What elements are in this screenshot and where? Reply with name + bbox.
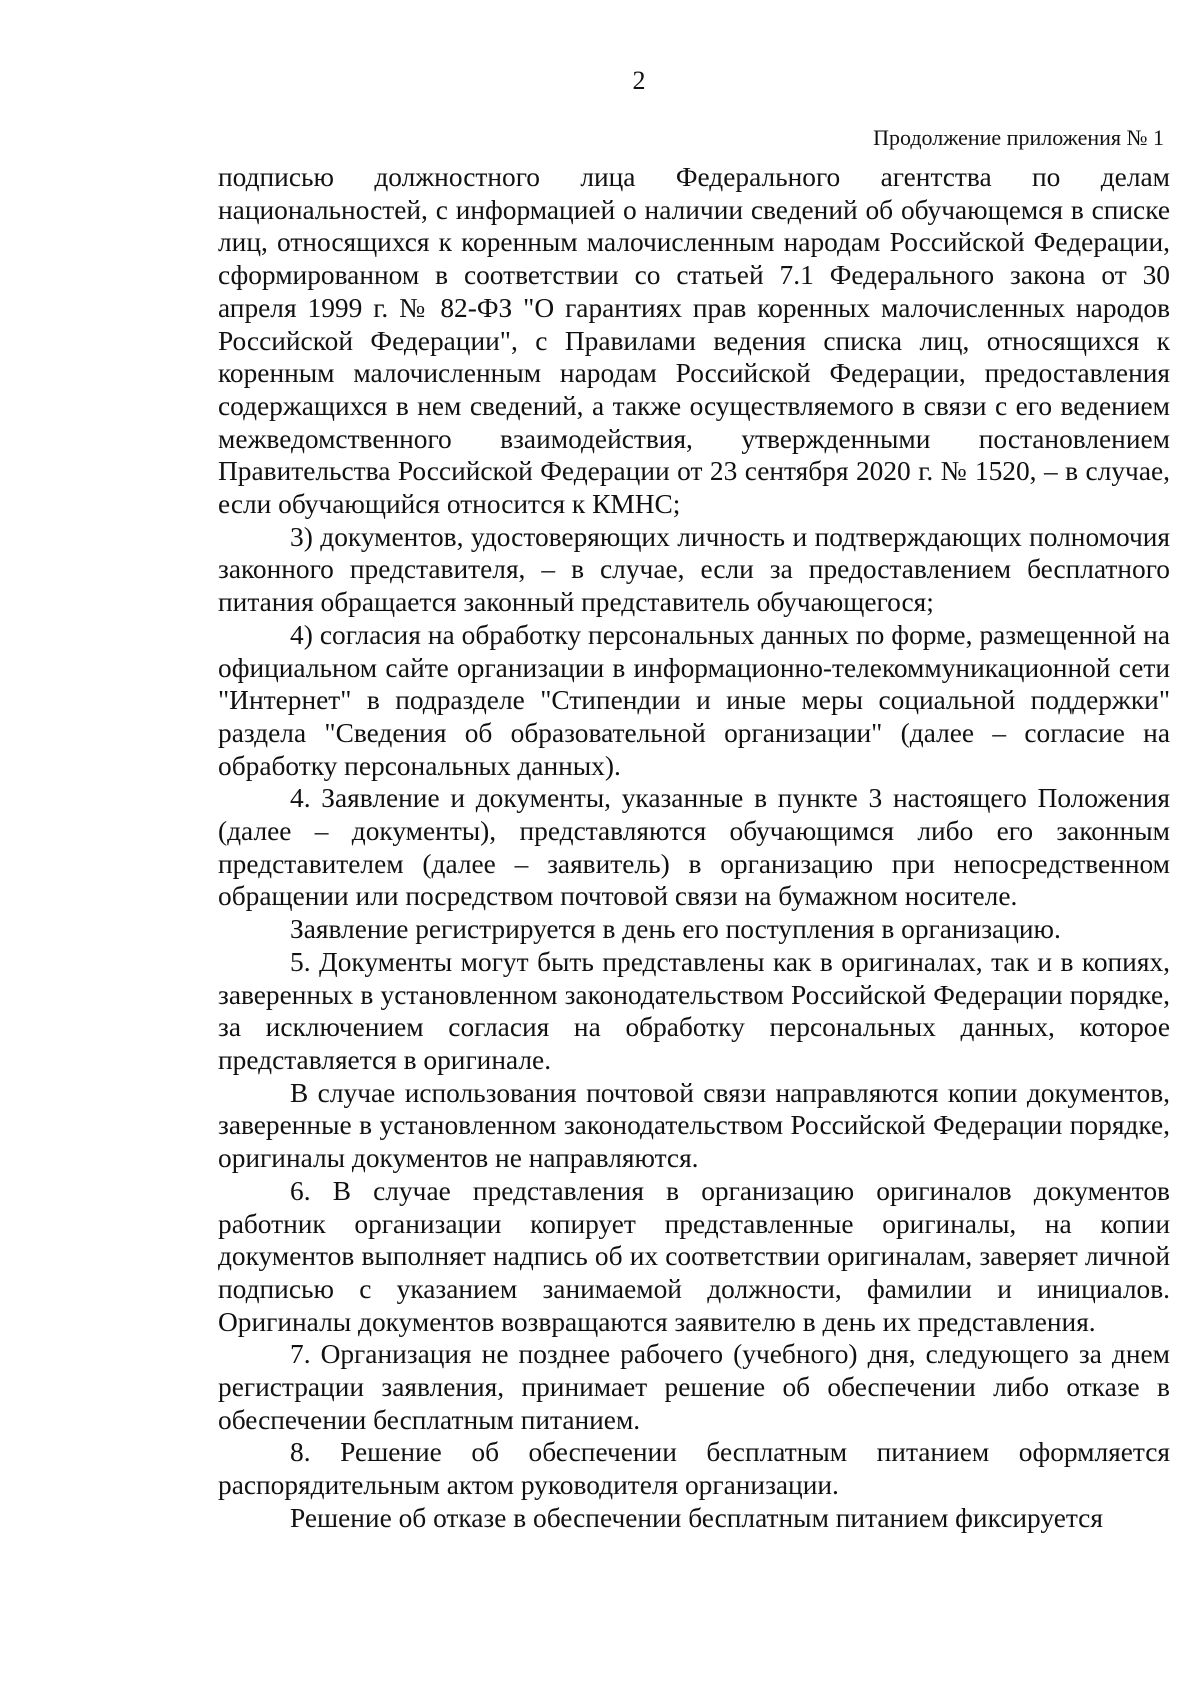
paragraph-postal: В случае использования почтовой связи направляются копии документов, заверенные в установленном законодательством Российской Федерации порядке, оригиналы документов не направляются.	[218, 1077, 1170, 1174]
paragraph-clause-6: 6. В случае представления в организацию оригиналов документов работник организации копирует представленные оригиналы, на копии документов выполняет надпись об их соответствии оригиналам, заверяет личной подписью с указанием занимаемой должности, фамилии и инициалов. Оригиналы документов возвращаются заявителю в день их представления.	[218, 1175, 1170, 1337]
paragraph-clause-8: 8. Решение об обеспечении бесплатным питанием оформляется распорядительным актом руководителя организации.	[218, 1437, 1170, 1501]
paragraph-item-4: 4) согласия на обработку персональных данных по форме, размещенной на официальном сайте организации в информационно-телекоммуникационной сети "Интернет" в подразделе "Стипендии и иные меры социальной поддержки" раздела "Сведения об образовательной организации" (далее – согласие на обработку персональных данных).	[218, 619, 1170, 781]
paragraph-clause-4: 4. Заявление и документы, указанные в пункте 3 настоящего Положения (далее – документы), представляются обучающимся либо его законным представителем (далее – заявитель) в организацию при непосредственном обращении или посредством почтовой связи на бумажном носителе.	[218, 783, 1170, 912]
paragraph-item-3: 3) документов, удостоверяющих личность и подтверждающих полномочия законного представителя, – в случае, если за предоставлением бесплатного питания обращается законный представитель обучающегося;	[218, 521, 1170, 618]
appendix-continuation-note: Продолжение приложения № 1	[873, 125, 1164, 150]
paragraph-refusal: Решение об отказе в обеспечении бесплатным питанием фиксируется	[290, 1502, 1103, 1533]
document-body	[218, 161, 1170, 1535]
paragraph-continuation: подписью должностного лица Федерального агентства по делам национальностей, с информацией о наличии сведений об обучающемся в списке лиц, относящихся к коренным малочисленным народам Российской Федерации, сформированном в соответствии со статьей 7.1 Федерального закона от 30 апреля 1999 г. № 82-ФЗ "О гарантиях прав коренных малочисленных народов Российской Федерации", с Правилами ведения списка лиц, относящихся к коренным малочисленным народам Российской Федерации, предоставления содержащихся в нем сведений, а также осуществляемого в связи с его ведением межведомственного взаимодействия, утвержденными постановлением Правительства Российской Федерации от 23 сентября 2020 г. № 1520, – в случае, если обучающийся относится к КМНС;	[218, 162, 1170, 520]
paragraph-clause-5: 5. Документы могут быть представлены как в оригиналах, так и в копиях, заверенных в установленном законодательством Российской Федерации порядке, за исключением согласия на обработку персональных данных, которое представляется в оригинале.	[218, 946, 1170, 1075]
paragraph-clause-7: 7. Организация не позднее рабочего (учебного) дня, следующего за днем регистрации заявления, принимает решение об обеспечении либо отказе в обеспечении бесплатным питанием.	[218, 1339, 1170, 1435]
paragraph-registration: Заявление регистрируется в день его поступления в организацию.	[290, 914, 1061, 945]
page-number: 2	[632, 66, 646, 95]
